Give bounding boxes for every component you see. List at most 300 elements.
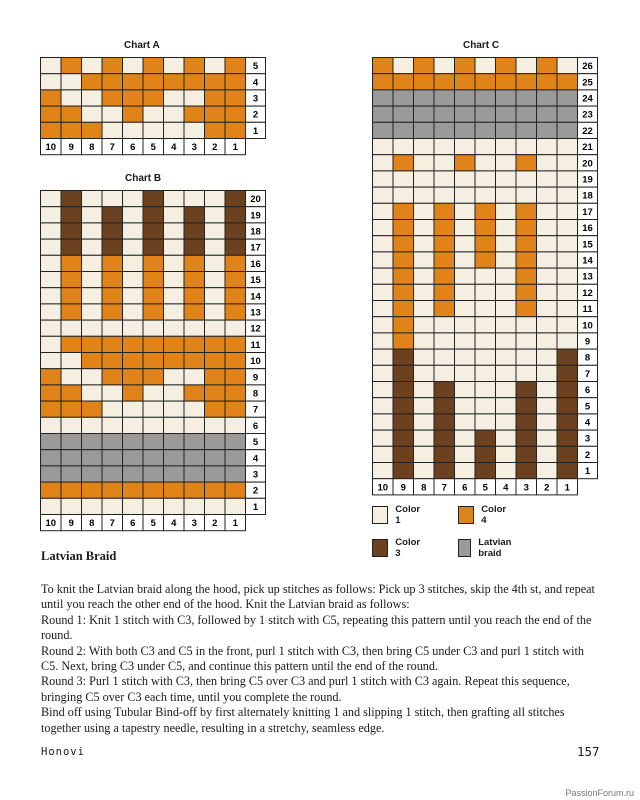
row-number: 19: [250, 210, 261, 222]
stitch-cell: [434, 106, 455, 122]
column-number: 7: [109, 142, 115, 154]
stitch-cell: [205, 417, 226, 433]
stitch-cell: [373, 106, 394, 122]
column-number: 1: [232, 518, 238, 530]
stitch-cell: [496, 106, 517, 122]
stitch-cell: [123, 304, 144, 320]
row-number: 4: [252, 77, 259, 89]
stitch-cell: [184, 450, 205, 466]
stitch-cell: [61, 450, 82, 466]
stitch-cell: [414, 268, 435, 284]
stitch-cell: [102, 74, 123, 90]
stitch-cell: [164, 336, 185, 352]
stitch-cell: [434, 414, 455, 430]
stitch-cell: [205, 336, 226, 352]
stitch-cell: [516, 414, 537, 430]
stitch-cell: [143, 353, 164, 369]
stitch-cell: [455, 463, 476, 479]
stitch-cell: [143, 207, 164, 223]
stitch-cell: [184, 106, 205, 122]
chart-a-svg: [40, 57, 267, 156]
stitch-cell: [414, 430, 435, 446]
stitch-cell: [475, 446, 496, 462]
stitch-cell: [516, 139, 537, 155]
stitch-cell: [123, 106, 144, 122]
stitch-cell: [557, 333, 578, 349]
stitch-cell: [373, 155, 394, 171]
stitch-cell: [82, 482, 103, 498]
chart-c-svg: [372, 57, 599, 496]
stitch-cell: [393, 463, 414, 479]
stitch-cell: [455, 284, 476, 300]
stitch-cell: [225, 417, 246, 433]
stitch-cell: [557, 446, 578, 462]
stitch-cell: [164, 288, 185, 304]
stitch-cell: [393, 365, 414, 381]
row-number: 1: [252, 125, 259, 137]
stitch-cell: [61, 385, 82, 401]
column-number: 2: [212, 518, 218, 530]
stitch-cell: [164, 498, 185, 514]
stitch-cell: [41, 466, 62, 482]
stitch-cell: [373, 301, 394, 317]
chart-c-title: Chart C: [463, 40, 500, 51]
stitch-cell: [373, 58, 394, 74]
stitch-cell: [455, 106, 476, 122]
stitch-cell: [164, 191, 185, 207]
stitch-cell: [82, 223, 103, 239]
stitch-cell: [537, 252, 558, 268]
stitch-cell: [205, 255, 226, 271]
stitch-cell: [61, 466, 82, 482]
stitch-cell: [102, 401, 123, 417]
legend-label: Color 3: [395, 537, 421, 559]
stitch-cell: [414, 236, 435, 252]
stitch-cell: [455, 317, 476, 333]
stitch-cell: [455, 252, 476, 268]
column-number: 2: [544, 482, 550, 494]
stitch-cell: [184, 434, 205, 450]
stitch-cell: [143, 498, 164, 514]
legend-latvian: [458, 537, 517, 559]
stitch-cell: [496, 187, 517, 203]
stitch-cell: [41, 272, 62, 288]
stitch-cell: [475, 236, 496, 252]
stitch-cell: [537, 301, 558, 317]
stitch-cell: [102, 191, 123, 207]
stitch-cell: [61, 320, 82, 336]
stitch-cell: [102, 353, 123, 369]
stitch-cell: [61, 255, 82, 271]
stitch-cell: [164, 353, 185, 369]
row-number: 1: [252, 501, 259, 513]
stitch-cell: [143, 304, 164, 320]
stitch-cell: [414, 187, 435, 203]
stitch-cell: [123, 336, 144, 352]
stitch-cell: [205, 304, 226, 320]
stitch-cell: [475, 122, 496, 138]
row-number: 6: [252, 420, 259, 432]
stitch-cell: [184, 320, 205, 336]
swatch-color1: [372, 506, 388, 524]
stitch-cell: [414, 203, 435, 219]
stitch-cell: [455, 333, 476, 349]
stitch-cell: [205, 401, 226, 417]
stitch-cell: [475, 187, 496, 203]
stitch-cell: [414, 317, 435, 333]
stitch-cell: [475, 382, 496, 398]
stitch-cell: [41, 401, 62, 417]
stitch-cell: [123, 191, 144, 207]
stitch-cell: [225, 304, 246, 320]
row-number: 23: [582, 109, 593, 121]
stitch-cell: [516, 349, 537, 365]
stitch-cell: [537, 58, 558, 74]
row-number: 15: [250, 275, 261, 287]
stitch-cell: [164, 417, 185, 433]
stitch-cell: [102, 90, 123, 106]
column-number: 1: [232, 142, 238, 154]
stitch-cell: [143, 482, 164, 498]
stitch-cell: [455, 236, 476, 252]
stitch-cell: [102, 466, 123, 482]
row-number: 19: [582, 174, 593, 186]
stitch-cell: [102, 239, 123, 255]
stitch-cell: [123, 385, 144, 401]
stitch-cell: [123, 434, 144, 450]
stitch-cell: [164, 320, 185, 336]
stitch-cell: [393, 414, 414, 430]
stitch-cell: [557, 430, 578, 446]
stitch-cell: [123, 58, 144, 74]
stitch-cell: [61, 498, 82, 514]
stitch-cell: [61, 106, 82, 122]
stitch-cell: [61, 288, 82, 304]
stitch-cell: [516, 74, 537, 90]
stitch-cell: [496, 268, 517, 284]
stitch-cell: [414, 398, 435, 414]
stitch-cell: [496, 58, 517, 74]
stitch-cell: [475, 317, 496, 333]
stitch-cell: [475, 203, 496, 219]
row-number: 1: [584, 466, 591, 478]
chart-b-svg: [40, 190, 267, 532]
stitch-cell: [164, 369, 185, 385]
stitch-cell: [537, 284, 558, 300]
stitch-cell: [61, 122, 82, 138]
legend-label: Color 1: [395, 504, 421, 526]
stitch-cell: [455, 187, 476, 203]
stitch-cell: [205, 90, 226, 106]
stitch-cell: [537, 122, 558, 138]
stitch-cell: [102, 385, 123, 401]
stitch-cell: [205, 223, 226, 239]
stitch-cell: [82, 255, 103, 271]
stitch-cell: [537, 365, 558, 381]
stitch-cell: [475, 349, 496, 365]
stitch-cell: [393, 220, 414, 236]
stitch-cell: [434, 139, 455, 155]
stitch-cell: [455, 74, 476, 90]
stitch-cell: [205, 207, 226, 223]
stitch-cell: [393, 349, 414, 365]
stitch-cell: [143, 191, 164, 207]
swatch-color3: [372, 539, 388, 557]
stitch-cell: [225, 239, 246, 255]
stitch-cell: [82, 385, 103, 401]
row-number: 12: [582, 287, 593, 299]
stitch-cell: [414, 171, 435, 187]
stitch-cell: [373, 382, 394, 398]
stitch-cell: [537, 187, 558, 203]
stitch-cell: [455, 139, 476, 155]
stitch-cell: [41, 191, 62, 207]
stitch-cell: [393, 236, 414, 252]
stitch-cell: [102, 106, 123, 122]
stitch-cell: [414, 301, 435, 317]
stitch-cell: [61, 417, 82, 433]
stitch-cell: [123, 255, 144, 271]
stitch-cell: [373, 446, 394, 462]
stitch-cell: [455, 382, 476, 398]
stitch-cell: [143, 272, 164, 288]
stitch-cell: [61, 191, 82, 207]
stitch-cell: [82, 191, 103, 207]
stitch-cell: [373, 284, 394, 300]
instructions: [41, 582, 601, 736]
stitch-cell: [41, 288, 62, 304]
column-number: 10: [377, 482, 389, 494]
stitch-cell: [164, 122, 185, 138]
stitch-cell: [184, 353, 205, 369]
stitch-cell: [393, 58, 414, 74]
stitch-cell: [164, 207, 185, 223]
stitch-cell: [496, 155, 517, 171]
stitch-cell: [537, 236, 558, 252]
stitch-cell: [41, 450, 62, 466]
stitch-cell: [123, 207, 144, 223]
stitch-cell: [41, 239, 62, 255]
stitch-cell: [123, 353, 144, 369]
chart-b-grid: [40, 190, 267, 537]
stitch-cell: [516, 382, 537, 398]
stitch-cell: [225, 482, 246, 498]
row-number: 13: [250, 307, 261, 319]
stitch-cell: [82, 498, 103, 514]
stitch-cell: [516, 301, 537, 317]
stitch-cell: [123, 417, 144, 433]
stitch-cell: [205, 288, 226, 304]
stitch-cell: [537, 414, 558, 430]
chart-a-grid: [40, 57, 267, 161]
stitch-cell: [41, 223, 62, 239]
row-number: 15: [582, 239, 593, 251]
stitch-cell: [373, 220, 394, 236]
stitch-cell: [557, 398, 578, 414]
stitch-cell: [434, 398, 455, 414]
stitch-cell: [516, 446, 537, 462]
row-number: 17: [250, 242, 261, 254]
stitch-cell: [455, 414, 476, 430]
stitch-cell: [164, 58, 185, 74]
stitch-cell: [225, 466, 246, 482]
paragraph: To knit the Latvian braid along the hood, pick up stitches as follows: Pick up 3 stitches, skip the 4th st, and repeat until you reach the other end of the hood. Knit the Latvian braid as follows:: [41, 582, 595, 612]
column-number: 6: [130, 142, 136, 154]
stitch-cell: [82, 239, 103, 255]
stitch-cell: [102, 207, 123, 223]
stitch-cell: [557, 187, 578, 203]
stitch-cell: [557, 382, 578, 398]
stitch-cell: [434, 268, 455, 284]
stitch-cell: [516, 106, 537, 122]
stitch-cell: [225, 272, 246, 288]
stitch-cell: [164, 482, 185, 498]
stitch-cell: [455, 301, 476, 317]
stitch-cell: [373, 74, 394, 90]
stitch-cell: [41, 434, 62, 450]
stitch-cell: [537, 74, 558, 90]
stitch-cell: [41, 90, 62, 106]
stitch-cell: [41, 74, 62, 90]
stitch-cell: [516, 365, 537, 381]
row-number: 7: [252, 404, 259, 416]
stitch-cell: [496, 301, 517, 317]
stitch-cell: [373, 203, 394, 219]
stitch-cell: [393, 203, 414, 219]
stitch-cell: [102, 320, 123, 336]
stitch-cell: [516, 203, 537, 219]
stitch-cell: [475, 365, 496, 381]
stitch-cell: [82, 434, 103, 450]
stitch-cell: [373, 171, 394, 187]
stitch-cell: [205, 58, 226, 74]
stitch-cell: [164, 304, 185, 320]
stitch-cell: [82, 466, 103, 482]
stitch-cell: [123, 90, 144, 106]
stitch-cell: [184, 401, 205, 417]
stitch-cell: [61, 482, 82, 498]
stitch-cell: [102, 450, 123, 466]
stitch-cell: [434, 333, 455, 349]
footer-author: Honovi: [41, 746, 85, 758]
stitch-cell: [455, 268, 476, 284]
stitch-cell: [41, 106, 62, 122]
stitch-cell: [434, 301, 455, 317]
column-number: 4: [503, 482, 509, 494]
stitch-cell: [557, 317, 578, 333]
stitch-cell: [205, 239, 226, 255]
stitch-cell: [184, 272, 205, 288]
stitch-cell: [496, 90, 517, 106]
stitch-cell: [557, 236, 578, 252]
stitch-cell: [496, 122, 517, 138]
stitch-cell: [164, 434, 185, 450]
row-number: 9: [584, 336, 591, 348]
stitch-cell: [475, 268, 496, 284]
chart-b-title: Chart B: [125, 173, 162, 184]
stitch-cell: [414, 90, 435, 106]
column-number: 9: [400, 482, 406, 494]
stitch-cell: [414, 122, 435, 138]
row-number: 3: [252, 469, 259, 481]
stitch-cell: [164, 90, 185, 106]
stitch-cell: [41, 255, 62, 271]
stitch-cell: [184, 385, 205, 401]
stitch-cell: [537, 203, 558, 219]
stitch-cell: [205, 320, 226, 336]
stitch-cell: [164, 385, 185, 401]
stitch-cell: [475, 430, 496, 446]
stitch-cell: [434, 463, 455, 479]
paragraph: Bind off using Tubular Bind-off by first alternately knitting 1 and slipping 1 stitch, then grafting all stitches together using a tapestry needle, resulting in a stretchy, seamless edge.: [41, 705, 565, 735]
stitch-cell: [82, 401, 103, 417]
column-number: 9: [68, 142, 74, 154]
stitch-cell: [164, 450, 185, 466]
swatch-latvian-braid: [458, 539, 471, 557]
stitch-cell: [393, 333, 414, 349]
chart-c-grid: [372, 57, 599, 501]
stitch-cell: [496, 446, 517, 462]
stitch-cell: [184, 417, 205, 433]
stitch-cell: [184, 498, 205, 514]
stitch-cell: [393, 317, 414, 333]
stitch-cell: [557, 74, 578, 90]
stitch-cell: [434, 171, 455, 187]
stitch-cell: [496, 284, 517, 300]
stitch-cell: [475, 106, 496, 122]
stitch-cell: [184, 58, 205, 74]
stitch-cell: [205, 498, 226, 514]
stitch-cell: [557, 203, 578, 219]
stitch-cell: [475, 463, 496, 479]
column-number: 4: [171, 142, 177, 154]
stitch-cell: [123, 369, 144, 385]
stitch-cell: [143, 288, 164, 304]
stitch-cell: [516, 284, 537, 300]
row-number: 20: [250, 194, 261, 206]
stitch-cell: [82, 90, 103, 106]
stitch-cell: [143, 74, 164, 90]
stitch-cell: [61, 369, 82, 385]
stitch-cell: [393, 74, 414, 90]
column-number: 10: [45, 142, 57, 154]
stitch-cell: [41, 320, 62, 336]
row-number: 25: [582, 77, 593, 89]
stitch-cell: [225, 122, 246, 138]
column-number: 6: [130, 518, 136, 530]
stitch-cell: [123, 320, 144, 336]
stitch-cell: [516, 252, 537, 268]
row-number: 8: [252, 388, 259, 400]
stitch-cell: [557, 268, 578, 284]
stitch-cell: [225, 450, 246, 466]
stitch-cell: [225, 90, 246, 106]
stitch-cell: [143, 336, 164, 352]
stitch-cell: [475, 90, 496, 106]
stitch-cell: [455, 171, 476, 187]
stitch-cell: [373, 317, 394, 333]
row-number: 4: [584, 417, 591, 429]
column-number: 3: [191, 142, 197, 154]
stitch-cell: [393, 284, 414, 300]
column-number: 5: [150, 518, 156, 530]
stitch-cell: [516, 155, 537, 171]
row-number: 5: [252, 437, 259, 449]
stitch-cell: [496, 139, 517, 155]
stitch-cell: [393, 106, 414, 122]
stitch-cell: [475, 252, 496, 268]
column-number: 3: [523, 482, 529, 494]
